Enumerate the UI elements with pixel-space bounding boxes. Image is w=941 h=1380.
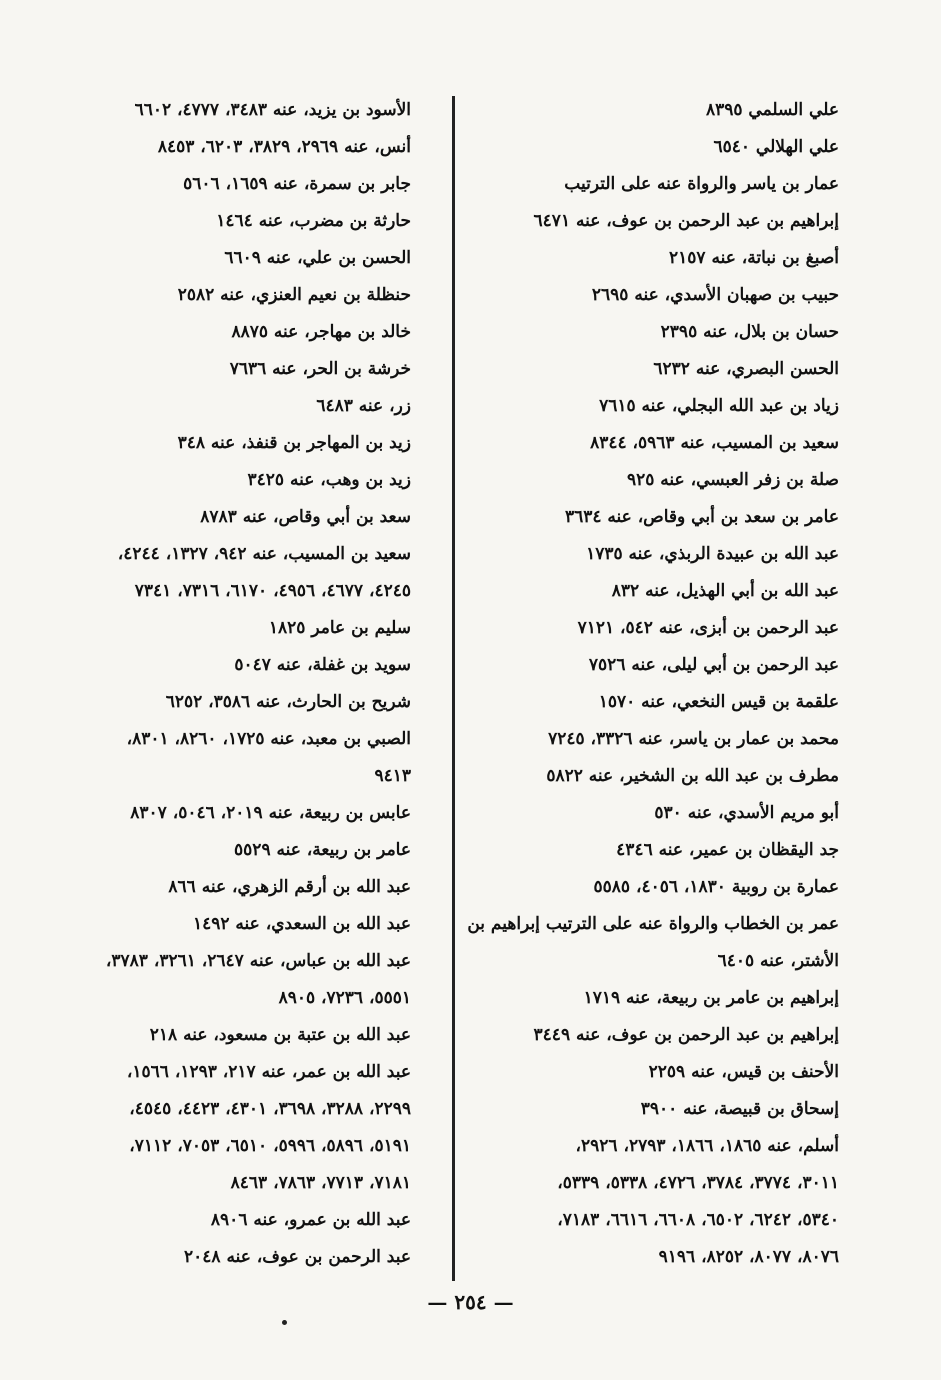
index-entry-line: جابر بن سمرة، عنه ١٦٥٩، ٥٦٠٦ xyxy=(183,174,411,194)
index-entry-line: أصبغ بن نباتة، عنه ٢١٥٧ xyxy=(669,248,839,268)
index-entry-line: مطرف بن عبد الله بن الشخير، عنه ٥٨٢٢ xyxy=(546,766,839,786)
index-entry-line: زر، عنه ٦٤٨٣ xyxy=(316,396,411,416)
left-column xyxy=(31,92,411,1276)
index-entry-line: سليم بن عامر ١٨٢٥ xyxy=(268,618,411,638)
index-entry-line: عامر بن ربيعة، عنه ٥٥٢٩ xyxy=(234,840,411,860)
index-entry-line: أبو مريم الأسدي، عنه ٥٣٠ xyxy=(654,803,839,823)
index-entry-line: علقمة بن قيس النخعي، عنه ١٥٧٠ xyxy=(598,692,839,712)
index-entry-line: عبد الله بن عباس، عنه ٢٦٤٧، ٣٢٦١، ٣٧٨٣، xyxy=(105,951,411,971)
index-entry-line: سعد بن أبي وقاص، عنه ٨٧٨٣ xyxy=(200,507,411,527)
index-entry-line: أنس، عنه ٢٩٦٩، ٣٨٢٩، ٦٢٠٣، ٨٤٥٣ xyxy=(157,137,411,157)
index-entry-line: عبد الله بن أرقم الزهري، عنه ٨٦٦ xyxy=(168,877,411,897)
index-entry-line: الصبي بن معبد، عنه ١٧٢٥، ٨٢٦٠، ٨٣٠١، xyxy=(126,729,411,749)
index-entry-line: ٥١٩١، ٥٨٩٦، ٥٩٩٦، ٦٥١٠، ٧٠٥٣، ٧١١٢، xyxy=(129,1136,411,1156)
index-entry-line: ٢٢٩٩، ٣٢٨٨، ٣٦٩٨، ٤٣٠١، ٤٤٢٣، ٤٥٤٥، xyxy=(129,1099,411,1119)
index-entry-line: علي السلمي ٨٣٩٥ xyxy=(705,100,839,120)
column-divider xyxy=(452,96,455,1281)
index-entry-line: الأحنف بن قيس، عنه ٢٢٥٩ xyxy=(648,1062,839,1082)
index-entry-line: سعيد بن المسيب، عنه ٩٤٢، ١٣٢٧، ٤٢٤٤، xyxy=(117,544,411,564)
index-entry-line: خالد بن مهاجر، عنه ٨٨٧٥ xyxy=(231,322,411,342)
index-entry-line: عمار بن ياسر والرواة عنه على الترتيب xyxy=(564,174,839,194)
index-entry-line: الحسن البصري، عنه ٦٢٣٢ xyxy=(653,359,839,379)
index-entry-line: حارثة بن مضرب، عنه ١٤٦٤ xyxy=(216,211,411,231)
index-entry-line: خرشة بن الحر، عنه ٧٦٣٦ xyxy=(229,359,411,379)
index-entry-line: ٥٥٥١، ٧٢٣٦، ٨٩٠٥ xyxy=(278,988,411,1008)
index-entry-line: الحسن بن علي، عنه ٦٦٠٩ xyxy=(224,248,411,268)
index-entry-line: عبد الله بن السعدي، عنه ١٤٩٢ xyxy=(192,914,411,934)
index-entry-line: ٧١٨١، ٧٧١٣، ٧٨٦٣، ٨٤٦٣ xyxy=(230,1173,411,1193)
index-entry-line: زياد بن عبد الله البجلي، عنه ٧٦١٥ xyxy=(599,396,839,416)
index-entry-line: أسلم، عنه ١٨٦٥، ١٨٦٦، ٢٧٩٣، ٢٩٢٦، xyxy=(575,1136,839,1156)
index-entry-line: عمر بن الخطاب والرواة عنه على الترتيب إبراهيم بن xyxy=(467,914,839,934)
index-entry-line: الأشتر، عنه ٦٤٠٥ xyxy=(717,951,839,971)
index-entry-line: حبيب بن صهبان الأسدي، عنه ٢٦٩٥ xyxy=(591,285,839,305)
index-entry-line: عبد الله بن أبي الهذيل، عنه ٨٣٢ xyxy=(611,581,839,601)
index-entry-line: عابس بن ربيعة، عنه ٢٠١٩، ٥٠٤٦، ٨٣٠٧ xyxy=(130,803,411,823)
index-entry-line: زيد بن المهاجر بن قنفذ، عنه ٣٤٨ xyxy=(177,433,411,453)
index-entry-line: إبراهيم بن عبد الرحمن بن عوف، عنه ٣٤٤٩ xyxy=(533,1025,839,1045)
index-entry-line: حسان بن بلال، عنه ٢٣٩٥ xyxy=(660,322,839,342)
index-entry-line: ٥٣٤٠، ٦٢٤٢، ٦٥٠٢، ٦٦٠٨، ٦٦١٦، ٧١٨٣، xyxy=(557,1210,839,1230)
page-number: — ٢٥٤ — xyxy=(427,1290,514,1314)
index-entry-line: عمارة بن روبية ١٨٣٠، ٤٠٥٦، ٥٥٨٥ xyxy=(593,877,839,897)
ink-dot xyxy=(282,1320,287,1325)
index-entry-line: ٣٠١١، ٣٧٧٤، ٣٧٨٤، ٤٧٢٦، ٥٣٣٨، ٥٣٣٩، xyxy=(557,1173,839,1193)
index-entry-line: عامر بن سعد بن أبي وقاص، عنه ٣٦٣٤ xyxy=(564,507,839,527)
index-entry-line: إبراهيم بن عبد الرحمن بن عوف، عنه ٦٤٧١ xyxy=(533,211,839,231)
index-entry-line: زيد بن وهب، عنه ٣٤٢٥ xyxy=(247,470,411,490)
index-entry-line: محمد بن عمار بن ياسر، عنه ٣٣٢٦، ٧٢٤٥ xyxy=(548,729,839,749)
index-entry-line: جد اليقظان بن عمير، عنه ٤٣٤٦ xyxy=(616,840,839,860)
index-entry-line: ٨٠٧٦، ٨٠٧٧، ٨٢٥٢، ٩١٩٦ xyxy=(658,1247,839,1267)
index-entry-line: إسحاق بن قبيصة، عنه ٣٩٠٠ xyxy=(640,1099,839,1119)
index-entry-line: سعيد بن المسيب، عنه ٥٩٦٣، ٨٣٤٤ xyxy=(590,433,839,453)
index-entry-line: ٩٤١٣ xyxy=(374,766,411,786)
index-entry-line: صلة بن زفر العبسي، عنه ٩٢٥ xyxy=(626,470,839,490)
index-entry-line: علي الهلالي ٦٥٤٠ xyxy=(713,137,839,157)
index-entry-line: سويد بن غفلة، عنه ٥٠٤٧ xyxy=(234,655,411,675)
index-entry-line: عبد الله بن عمرو، عنه ٨٩٠٦ xyxy=(210,1210,411,1230)
right-column xyxy=(459,92,839,1276)
index-entry-line: شريح بن الحارث، عنه ٣٥٨٦، ٦٢٥٢ xyxy=(165,692,411,712)
index-entry-line: حنظلة بن نعيم العنزي، عنه ٢٥٨٢ xyxy=(177,285,411,305)
index-entry-line: عبد الله بن عبيدة الربذي، عنه ١٧٣٥ xyxy=(586,544,839,564)
index-entry-line: عبد الله بن عمر، عنه ٢١٧، ١٢٩٣، ١٥٦٦، xyxy=(126,1062,411,1082)
index-entry-line: عبد الرحمن بن أبي ليلى، عنه ٧٥٢٦ xyxy=(588,655,839,675)
index-entry-line: عبد الله بن عتبة بن مسعود، عنه ٢١٨ xyxy=(149,1025,411,1045)
index-entry-line: ٤٢٤٥، ٤٦٧٧، ٤٩٥٦، ٦١٧٠، ٧٣١٦، ٧٣٤١ xyxy=(134,581,411,601)
index-entry-line: عبد الرحمن بن عوف، عنه ٢٠٤٨ xyxy=(184,1247,411,1267)
index-entry-line: عبد الرحمن بن أبزى، عنه ٥٤٢، ٧١٢١ xyxy=(577,618,839,638)
index-entry-line: إبراهيم بن عامر بن ربيعة، عنه ١٧١٩ xyxy=(583,988,839,1008)
index-entry-line: الأسود بن يزيد، عنه ٣٤٨٣، ٤٧٧٧، ٦٦٠٢ xyxy=(134,100,411,120)
